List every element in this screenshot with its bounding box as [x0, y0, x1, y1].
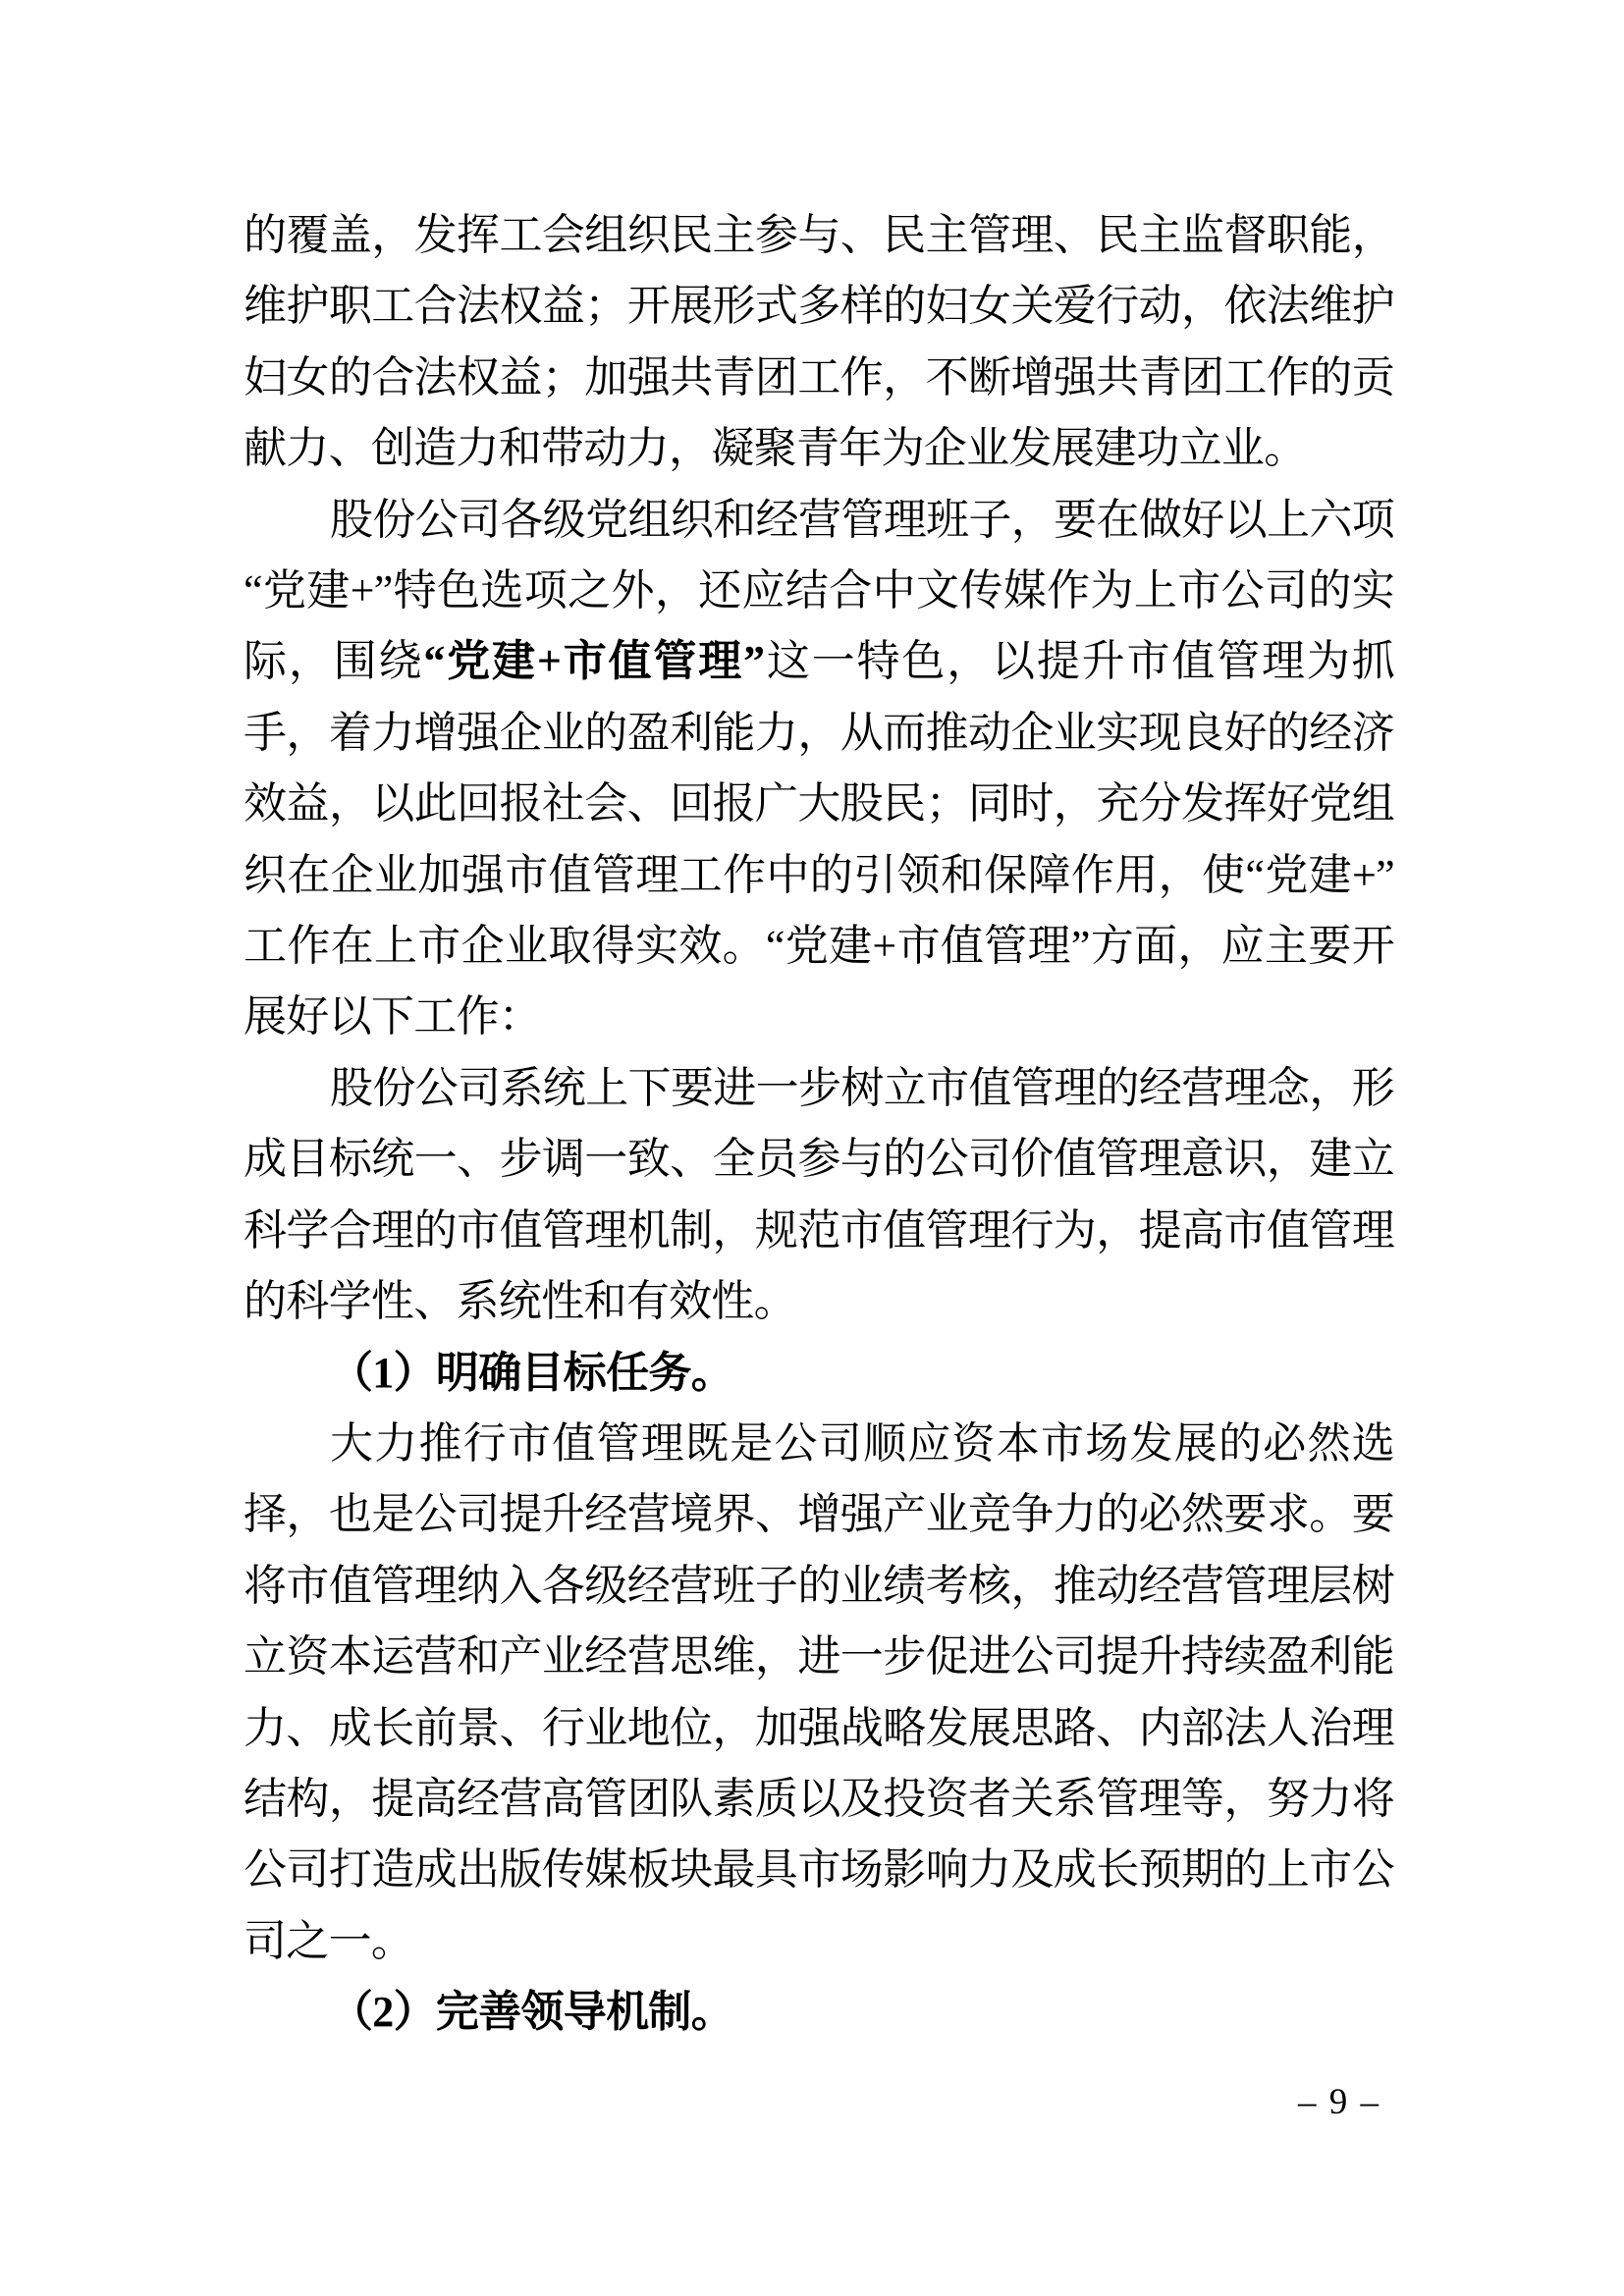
emphasis-text: （1）明确目标任务。	[330, 1348, 733, 1397]
text-run: 这一特色，以提升市值管理为抓手，着力增强企业的盈利能力，从而推动企业实现良好的经济效益，以此回报社会、回报广大股民；同时，充分发挥好党组织在企业加强市值管理工作中的引领和保障作用，使“党建+”工作在上市企业取得实效。“党建+市值管理”方面，应主要开展好以下工作：	[244, 637, 1394, 1041]
section-heading	[244, 1977, 1394, 2048]
text-run: 大力推行市值管理既是公司顺应资本市场发展的必然选择，也是公司提升经营境界、增强产业竞争力的必然要求。要将市值管理纳入各级经营班子的业绩考核，推动经营管理层树立资本运营和产业经营思维，进一步促进公司提升持续盈利能力、成长前景、行业地位，加强战略发展思路、内部法人治理结构，提高经营高管团队素质以及投资者关系管理等，努力将公司打造成出版传媒板块最具市场影响力及成长预期的上市公司之一。	[244, 1418, 1394, 1965]
section-heading	[244, 1338, 1394, 1409]
text-run: 的覆盖，发挥工会组织民主参与、民主管理、民主监督职能，维护职工合法权益；开展形式多样的妇女关爱行动，依法维护妇女的合法权益；加强共青团工作，不断增强共青团工作的贡献力、创造力和带动力，凝聚青年为企业发展建功立业。	[244, 211, 1394, 473]
paragraph	[244, 1409, 1394, 1977]
emphasis-text: “党建+市值管理”	[423, 637, 765, 686]
paragraph	[244, 485, 1394, 1053]
text-run: 股份公司各级党组织和经营管理班子，要在做好以上六项“党建+”特色选项之外，还应结合中文传媒作为上市公司的实际，围绕	[244, 495, 1394, 686]
text-run: 股份公司系统上下要进一步树立市值管理的经营理念，形成目标统一、步调一致、全员参与的公司价值管理意识，建立科学合理的市值管理机制，规范市值管理行为，提高市值管理的科学性、系统性和有效性。	[244, 1063, 1394, 1326]
emphasis-text: （2）完善领导机制。	[330, 1988, 733, 2037]
document-body	[244, 200, 1394, 2049]
page-number: – 9 –	[1298, 2082, 1380, 2122]
paragraph	[244, 200, 1394, 485]
paragraph	[244, 1053, 1394, 1338]
